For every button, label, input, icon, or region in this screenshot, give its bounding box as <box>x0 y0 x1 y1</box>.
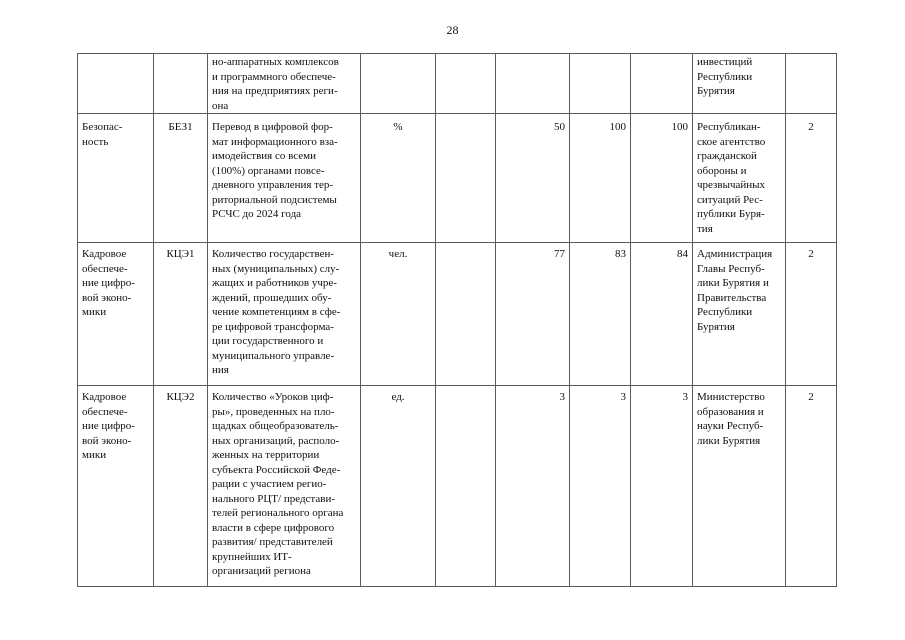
responsible-cell-line: обороны и <box>697 164 747 177</box>
area-cell-line: вой эконо- <box>82 434 132 447</box>
responsible-cell-line: Бурятия <box>697 320 735 333</box>
value-cell-2 <box>496 54 570 114</box>
indicator-cell-line: жащих и работников учре- <box>212 277 337 289</box>
area-cell <box>78 54 154 114</box>
indicator-cell-line: Перевод в цифровой фор- <box>212 121 333 133</box>
responsible-cell-line: ское агентство <box>697 135 766 148</box>
indicator-cell-line: чение компетенциям в сфе- <box>212 306 341 318</box>
indicator-cell-line: рации с участием регио- <box>212 478 327 490</box>
code-cell: БЕЗ1 <box>154 114 208 243</box>
num-cell: 2 <box>786 386 837 587</box>
value-cell-1 <box>436 114 496 243</box>
indicator-cell-line: организаций региона <box>212 565 311 577</box>
indicator-cell <box>208 114 361 243</box>
responsible-cell <box>693 386 786 587</box>
indicators-table <box>77 53 837 587</box>
code-cell: КЦЭ2 <box>154 386 208 587</box>
responsible-cell-line: Бурятия <box>697 85 735 97</box>
area-cell <box>78 243 154 386</box>
responsible-cell-line: гражданской <box>697 150 757 162</box>
responsible-cell-line: публики Буря- <box>697 208 765 220</box>
indicator-cell-line: и программного обеспече- <box>212 70 336 83</box>
indicator-cell-line: развития/ представителей <box>212 536 333 548</box>
indicator-cell-line: но-аппаратных комплексов <box>212 56 339 68</box>
table-row <box>78 114 837 243</box>
responsible-cell-line: науки Респуб- <box>697 420 764 432</box>
responsible-cell-line: чрезвычайных <box>697 179 766 191</box>
area-cell-line: Кадровое <box>82 391 127 403</box>
responsible-cell-line: Республики <box>697 70 753 83</box>
value-cell-3: 3 <box>570 386 631 587</box>
responsible-cell-line: Главы Респуб- <box>697 262 765 275</box>
area-cell-line: мики <box>82 449 107 461</box>
responsible-cell-line: Министерство <box>697 391 765 403</box>
indicator-cell-line: нального РЦТ/ представи- <box>212 492 336 505</box>
indicator-cell-line: Количество «Уроков циф- <box>212 391 334 403</box>
area-cell-line: ность <box>82 135 109 148</box>
responsible-cell <box>693 54 786 114</box>
value-cell-3: 83 <box>570 243 631 386</box>
area-cell-line: ние цифро- <box>82 277 135 289</box>
responsible-cell-line: Администрация <box>697 248 773 260</box>
value-cell-4: 84 <box>631 243 693 386</box>
unit-cell: ед. <box>361 386 436 587</box>
code-cell <box>154 54 208 114</box>
indicator-cell-line: муниципального управле- <box>212 349 335 362</box>
indicator-cell-line: имодействия со всеми <box>212 150 316 162</box>
num-cell <box>786 54 837 114</box>
value-cell-2: 50 <box>496 114 570 243</box>
indicator-cell-line: женных на территории <box>212 449 320 461</box>
area-cell-line: Кадровое <box>82 248 127 260</box>
indicator-cell-line: ных (муниципальных) слу- <box>212 262 340 275</box>
page-number: 28 <box>446 23 459 37</box>
value-cell-3 <box>570 54 631 114</box>
table-body <box>78 54 837 587</box>
responsible-cell-line: лики Бурятия и <box>697 277 769 289</box>
indicator-cell-line: телей регионального органа <box>212 507 344 519</box>
area-cell <box>78 114 154 243</box>
area-cell-line: обеспече- <box>82 262 128 275</box>
indicator-cell-line: дневного управления тер- <box>212 179 334 191</box>
responsible-cell-line: лики Бурятия <box>697 434 761 447</box>
indicator-cell-line: мат информационного вза- <box>212 135 338 148</box>
indicator-cell-line: она <box>212 99 229 112</box>
area-cell-line: вой эконо- <box>82 291 132 304</box>
indicator-cell-line: ции государственного и <box>212 335 324 347</box>
indicator-cell-line: ния <box>212 364 229 376</box>
value-cell-1 <box>436 54 496 114</box>
value-cell-4 <box>631 54 693 114</box>
indicator-cell <box>208 54 361 114</box>
value-cell-4: 3 <box>631 386 693 587</box>
area-cell-line: мики <box>82 306 107 318</box>
value-cell-2: 3 <box>496 386 570 587</box>
num-cell: 2 <box>786 114 837 243</box>
value-cell-1 <box>436 386 496 587</box>
indicator-cell <box>208 243 361 386</box>
indicator-cell-line: ры», проведенных на пло- <box>212 405 335 418</box>
value-cell-4: 100 <box>631 114 693 243</box>
indicator-cell-line: ждений, прошедших обу- <box>212 291 332 304</box>
indicator-cell-line: власти в сфере цифрового <box>212 521 335 534</box>
indicator-cell <box>208 386 361 587</box>
table-row <box>78 243 837 386</box>
indicator-cell-line: щадках общеобразователь- <box>212 420 339 432</box>
indicator-cell-line: ния на предприятиях реги- <box>212 85 338 97</box>
value-cell-1 <box>436 243 496 386</box>
unit-cell: % <box>361 114 436 243</box>
indicator-cell-line: риториальной подсистемы <box>212 193 337 206</box>
indicator-cell-line: крупнейших ИТ- <box>212 550 292 563</box>
indicator-cell-line: (100%) органами повсе- <box>212 164 325 177</box>
area-cell-line: обеспече- <box>82 405 128 418</box>
indicator-cell-line: субъекта Российской Феде- <box>212 463 341 476</box>
responsible-cell-line: Республики <box>697 306 753 318</box>
responsible-cell <box>693 243 786 386</box>
responsible-cell-line: инвестиций <box>697 56 753 68</box>
indicator-cell-line: ре цифровой трансформа- <box>212 320 334 333</box>
area-cell-line: ние цифро- <box>82 420 135 432</box>
responsible-cell <box>693 114 786 243</box>
num-cell: 2 <box>786 243 837 386</box>
table-row <box>78 386 837 587</box>
table-row <box>78 54 837 114</box>
code-cell: КЦЭ1 <box>154 243 208 386</box>
indicator-cell-line: ных организаций, располо- <box>212 434 340 447</box>
unit-cell <box>361 54 436 114</box>
indicator-cell-line: Количество государствен- <box>212 248 335 260</box>
indicator-cell-line: РСЧС до 2024 года <box>212 208 302 220</box>
responsible-cell-line: Республикан- <box>697 121 761 133</box>
responsible-cell-line: ситуаций Рес- <box>697 193 763 206</box>
area-cell <box>78 386 154 587</box>
responsible-cell-line: образования и <box>697 405 764 418</box>
value-cell-3: 100 <box>570 114 631 243</box>
unit-cell: чел. <box>361 243 436 386</box>
area-cell-line: Безопас- <box>82 121 123 133</box>
value-cell-2: 77 <box>496 243 570 386</box>
responsible-cell-line: тия <box>697 222 713 235</box>
responsible-cell-line: Правительства <box>697 291 767 304</box>
